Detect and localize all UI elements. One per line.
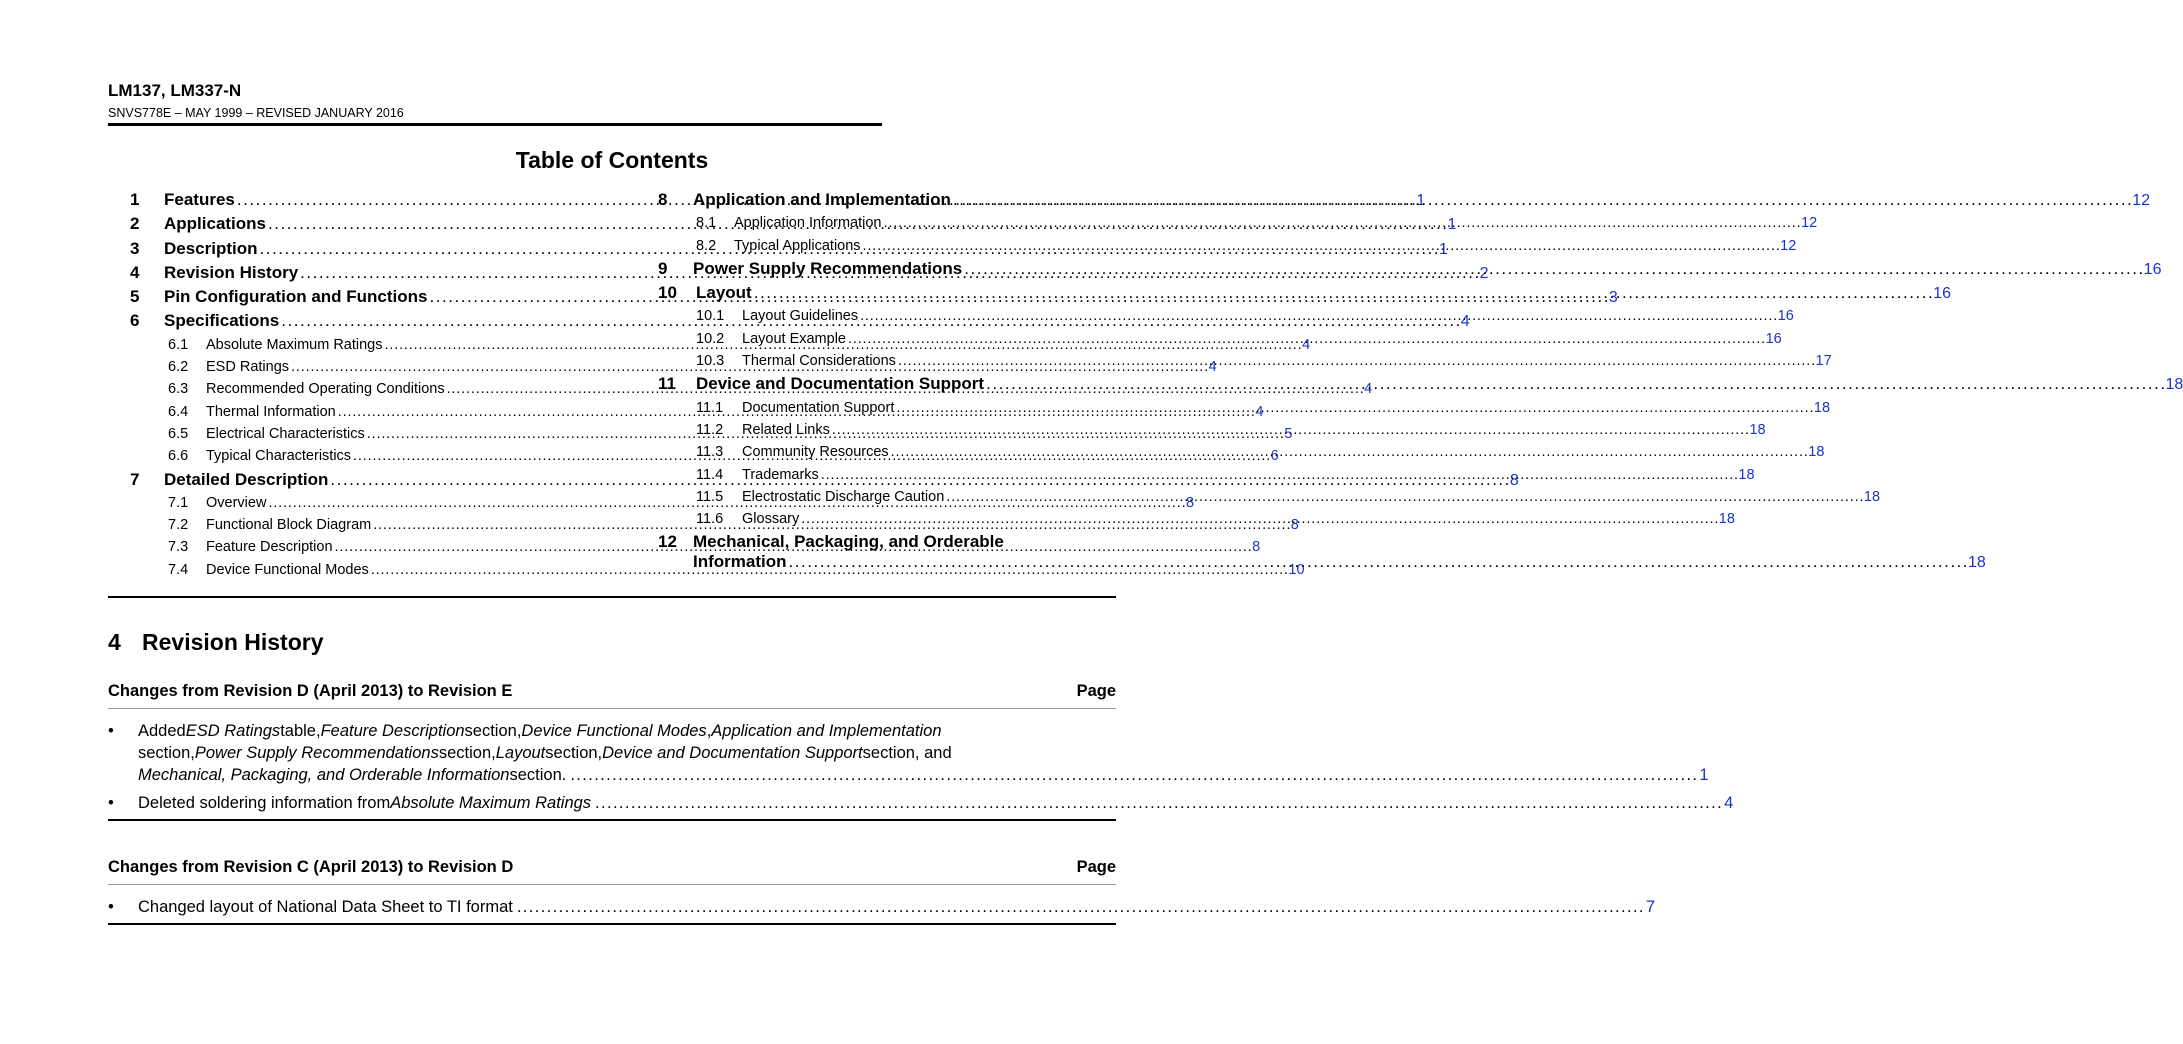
toc-entry-title[interactable]: Documentation Support (742, 399, 895, 416)
toc-entry-title[interactable]: Community Resources (742, 444, 889, 461)
toc-page-link[interactable]: 2 (1479, 264, 1489, 282)
toc-entry-title[interactable]: Device and Documentation Support (696, 374, 985, 394)
toc-entry-title[interactable]: Overview (206, 494, 267, 511)
change-ref[interactable]: Feature Description (320, 722, 465, 740)
toc-entry[interactable] (658, 464, 1755, 486)
toc-page-link[interactable]: 4 (1302, 336, 1311, 353)
change-ref[interactable]: Device Functional Modes (521, 722, 707, 740)
leader-dots (832, 419, 1748, 441)
toc-entry-number: 10.2 (696, 330, 725, 347)
toc-entry-title[interactable]: Description (164, 238, 258, 258)
toc-entry-title[interactable]: Glossary (742, 511, 800, 528)
change-text: section, (438, 744, 496, 762)
toc-entry-title[interactable]: Layout Guidelines (742, 308, 859, 325)
toc-entry[interactable] (658, 305, 1794, 327)
toc-entry-title[interactable]: ESD Ratings (206, 359, 290, 376)
change-text: table, (280, 722, 321, 740)
change-ref[interactable]: Device and Documentation Support (602, 744, 863, 762)
section-title (108, 629, 324, 656)
changes-divider (108, 923, 1116, 925)
toc-entry-number: 11.5 (696, 488, 724, 505)
toc-page-link[interactable]: 17 (1815, 353, 1832, 370)
toc-entry-number: 8.1 (696, 215, 717, 232)
toc-page-link[interactable]: 18 (1738, 466, 1755, 483)
list-item (108, 896, 1656, 918)
toc-entry-title[interactable]: Thermal Information (206, 403, 336, 420)
toc-entry-title[interactable]: Power Supply Recommendations (693, 258, 963, 278)
toc-page-link[interactable]: 18 (1718, 511, 1735, 528)
toc-page-link[interactable]: 8 (1186, 494, 1195, 511)
section-heading: Revision History (142, 629, 324, 655)
toc-entry-number: 8.2 (696, 237, 717, 254)
toc-page-link[interactable]: 4 (1255, 403, 1264, 420)
toc-page-link[interactable]: 4 (1460, 313, 1470, 331)
toc-entry-number: 6.5 (168, 425, 189, 442)
changes-list-c-to-d (108, 896, 1656, 918)
toc-entry-title[interactable]: Device Functional Modes (206, 561, 369, 578)
toc-page-link[interactable]: 5 (1284, 425, 1293, 442)
bullet: • (108, 794, 114, 812)
leader-dots (891, 441, 1807, 463)
toc-entry-number: 2 (130, 214, 140, 234)
toc-entry-title[interactable]: Specifications (164, 311, 280, 331)
changes-heading-c-to-d (108, 858, 1116, 885)
leader-dots (896, 397, 1812, 419)
changes-heading-text: Changes from Revision D (April 2013) to Revision E (108, 682, 513, 700)
leader-dots (821, 464, 1737, 486)
leader-dots (789, 552, 1966, 572)
toc-page-link[interactable]: 16 (1777, 308, 1794, 325)
toc-entry-number: 3 (130, 238, 140, 258)
change-text: section. (509, 766, 567, 784)
toc-entry-number: 6.6 (168, 448, 189, 465)
toc-page-link[interactable]: 12 (1801, 215, 1818, 232)
toc-entry[interactable] (658, 212, 1818, 234)
toc-entry[interactable] (658, 188, 2151, 212)
toc-entry[interactable] (658, 372, 2183, 396)
toc-page-link[interactable]: 16 (1765, 330, 1782, 347)
toc-entry-number: 7.4 (168, 561, 189, 578)
toc-entry-number: 11.6 (696, 511, 724, 528)
toc-page-link[interactable]: 1 (1416, 192, 1426, 209)
list-item (108, 792, 1734, 814)
toc-entry-title[interactable]: Application and Implementation (693, 190, 951, 209)
leader-dots (595, 792, 1720, 814)
leader-dots (848, 328, 1764, 350)
toc-page-link[interactable]: 18 (2165, 376, 2183, 394)
toc-entry-title[interactable]: Recommended Operating Conditions (206, 381, 445, 398)
toc-entry-number: 11.3 (696, 444, 724, 461)
toc-entry-number: 10 (658, 283, 677, 303)
leader-dots (570, 764, 1695, 786)
page-header (108, 80, 882, 121)
toc-entry-number: 10.1 (696, 308, 725, 325)
bullet: • (108, 722, 114, 740)
list-item (108, 720, 1709, 786)
toc-entry-number: 6.1 (168, 336, 189, 353)
bullet: • (108, 898, 114, 916)
change-text: section, (464, 722, 522, 740)
toc-entry-number: 12 (658, 532, 677, 552)
toc-page-link[interactable]: 12 (2132, 192, 2151, 209)
toc-entry-title[interactable]: Typical Characteristics (206, 448, 352, 465)
toc-entry[interactable] (658, 397, 1831, 419)
toc-entry-number: 6.4 (168, 403, 189, 420)
section-number: 4 (108, 629, 121, 655)
part-number: LM137, LM337-N (108, 81, 242, 100)
toc-page-link[interactable]: 18 (1749, 421, 1766, 438)
toc-entry-title[interactable]: Functional Block Diagram (206, 517, 372, 534)
toc-page-link[interactable]: 4 (1208, 359, 1217, 376)
toc-page-link[interactable]: 18 (1813, 399, 1831, 416)
toc-entry-title[interactable]: Feature Description (206, 539, 333, 556)
toc-entry-number: 6 (130, 311, 140, 331)
leader-dots (860, 305, 1776, 327)
page-link[interactable]: 4 (1724, 794, 1734, 812)
change-text: Deleted soldering information from (138, 794, 391, 812)
toc-entry-title[interactable]: Related Links (742, 421, 830, 438)
change-ref[interactable]: Layout (495, 744, 546, 762)
toc-title: Table of Contents (515, 147, 709, 173)
toc-entry-number: 11 (658, 374, 676, 394)
change-text: section, (545, 744, 603, 762)
page-column-label: Page (1076, 858, 1116, 876)
toc-page-link[interactable]: 8 (1509, 471, 1519, 489)
change-ref[interactable]: Absolute Maximum Ratings (390, 794, 592, 812)
toc-entry-title[interactable]: Trademarks (742, 466, 819, 483)
toc-page-link[interactable]: 12 (1780, 237, 1797, 254)
toc-entry-title[interactable]: Thermal Considerations (742, 353, 896, 370)
leader-dots (754, 281, 1931, 305)
page-link[interactable]: 1 (1699, 766, 1709, 784)
toc-entry-number: 7.2 (168, 517, 189, 534)
toc-page-link[interactable]: 6 (1270, 448, 1279, 465)
header-rule (108, 123, 882, 126)
leader-dots (953, 188, 2130, 212)
leader-dots (801, 508, 1717, 530)
toc-entry[interactable] (658, 281, 1951, 305)
toc-entry-title[interactable]: Layout (696, 283, 752, 303)
toc-entry[interactable] (658, 441, 1825, 463)
changes-heading-d-to-e (108, 682, 1116, 709)
toc-entry-title[interactable]: Revision History (164, 262, 299, 282)
toc-page-link[interactable]: 16 (2143, 260, 2162, 278)
toc-entry[interactable] (658, 419, 1766, 441)
toc-divider (108, 596, 1116, 598)
toc-entry-title[interactable]: Electrostatic Discharge Caution (742, 488, 945, 505)
toc-entry-number: 4 (130, 262, 140, 282)
changes-heading-text: Changes from Revision C (April 2013) to Revision D (108, 858, 514, 876)
change-ref[interactable]: ESD Ratings (185, 722, 281, 740)
toc-page-link[interactable]: 3 (1608, 289, 1618, 307)
toc-page-link[interactable]: 8 (1252, 539, 1261, 556)
toc-entry-number: 9 (658, 258, 668, 278)
toc-entry-number: 10.3 (696, 353, 725, 370)
change-text: section, (138, 744, 195, 762)
change-ref[interactable]: Mechanical, Packaging, and Orderable Information (138, 766, 510, 784)
toc-entry-number: 7.1 (168, 494, 189, 511)
toc-entry-title-cont[interactable]: Information (693, 552, 787, 572)
change-text: section, and (862, 744, 952, 762)
document-number: SNVS778E – MAY 1999 – REVISED JANUARY 2016 (108, 106, 404, 120)
toc-entry-number: 7 (130, 469, 140, 489)
toc-right-column (658, 188, 2183, 572)
leader-dots (946, 486, 1862, 508)
toc-entry[interactable] (658, 350, 1832, 372)
toc-entry-number: 6.3 (168, 381, 189, 398)
leader-dots (863, 235, 1779, 257)
toc-entry-title[interactable]: Electrical Characteristics (206, 425, 365, 442)
toc-entry-number: 11.1 (696, 399, 724, 416)
toc-entry[interactable] (658, 328, 1782, 350)
leader-dots (964, 257, 2141, 281)
toc-page-link[interactable]: 1 (1447, 216, 1457, 234)
page-column-label: Page (1076, 682, 1116, 700)
toc-entry-title[interactable]: Absolute Maximum Ratings (206, 336, 383, 353)
change-text: , (706, 722, 712, 740)
toc-entry[interactable] (658, 486, 1881, 508)
toc-entry[interactable] (658, 235, 1797, 257)
toc-entry-title[interactable]: Applications (164, 214, 267, 234)
leader-dots (898, 350, 1814, 372)
toc-entry-number: 11.2 (696, 421, 724, 438)
leader-dots (517, 896, 1642, 918)
toc-entry-number: 6.2 (168, 359, 189, 376)
change-ref[interactable]: Application and Implementation (711, 722, 942, 740)
toc-entry-number: 8 (658, 190, 668, 209)
toc-page-link[interactable]: 18 (1808, 444, 1825, 461)
changes-list-d-to-e (108, 720, 1734, 814)
toc-page-link[interactable]: 18 (1967, 554, 1986, 572)
change-ref[interactable]: Power Supply Recommendations (194, 744, 439, 762)
toc-page-link[interactable]: 10 (1288, 561, 1305, 578)
toc-page-link[interactable]: 4 (1364, 381, 1373, 398)
toc-entry-title[interactable]: Detailed Description (164, 469, 329, 489)
leader-dots (986, 372, 2163, 396)
toc-entry-title[interactable]: Mechanical, Packaging, and Orderable (693, 532, 1004, 552)
toc-entry-title[interactable]: Layout Example (742, 330, 846, 347)
toc-page-link[interactable]: 8 (1290, 517, 1299, 534)
toc-entry-title[interactable]: Pin Configuration and Functions (164, 287, 428, 307)
changes-divider (108, 819, 1116, 821)
toc-entry[interactable] (658, 257, 2162, 281)
toc-entry-number: 7.3 (168, 539, 189, 556)
toc-entry-number: 1 (130, 190, 140, 209)
change-text: Changed layout of National Data Sheet to TI format (138, 898, 513, 916)
change-text: Added (138, 722, 186, 740)
toc-page-link[interactable]: 18 (1863, 488, 1881, 505)
toc-page-link[interactable]: 1 (1438, 240, 1448, 258)
toc-entry[interactable] (658, 508, 1735, 530)
toc-entry-title[interactable]: Application Information (734, 215, 882, 232)
page-link[interactable]: 7 (1645, 898, 1656, 916)
toc-entry-number: 11.4 (696, 466, 724, 483)
toc-entry-title[interactable]: Typical Applications (734, 237, 861, 254)
leader-dots (884, 212, 1800, 234)
toc-entry-number: 5 (130, 287, 140, 307)
toc-entry-title[interactable]: Features (164, 190, 235, 209)
toc-page-link[interactable]: 16 (1933, 285, 1951, 303)
